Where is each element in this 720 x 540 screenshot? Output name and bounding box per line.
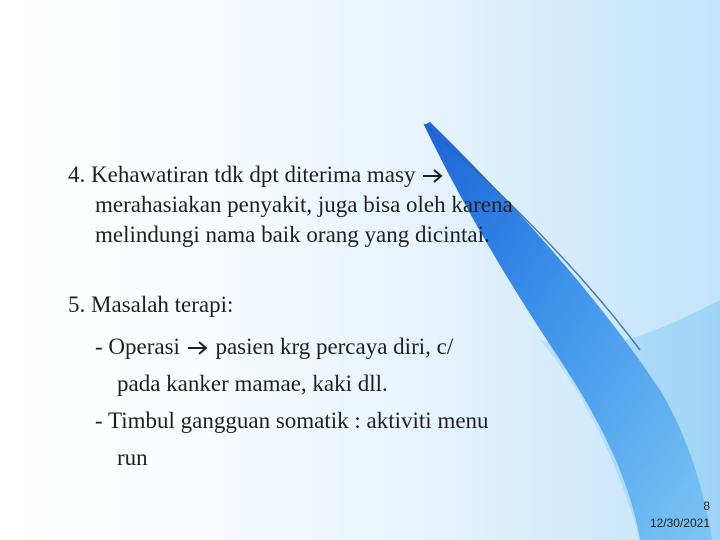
right-arrow-icon xyxy=(186,333,210,360)
item-5-title: Masalah terapi: xyxy=(91,292,234,317)
item-5-sub-2-continuation: run xyxy=(117,445,148,470)
item-4-number: 4. xyxy=(68,162,86,187)
item-5-sub-1-continuation: pada kanker mamae, kaki dll. xyxy=(117,371,388,396)
item-5-line-1 xyxy=(68,291,233,318)
item-5-number: 5. xyxy=(68,292,86,317)
item-5-sub-2: - Timbul gangguan somatik : aktiviti menu xyxy=(95,408,489,433)
item-4-line-1 xyxy=(68,161,445,188)
slide-date: 12/30/2021 xyxy=(649,516,710,530)
item-4-line-3: melindungi nama baik orang yang dicintai. xyxy=(95,222,490,247)
page-number: 8 xyxy=(703,499,710,513)
item-4-line-2: merahasiakan penyakit, juga bisa oleh karena xyxy=(95,192,513,217)
right-arrow-icon xyxy=(421,161,445,188)
item-5-sub-1-start: - Operasi xyxy=(95,334,180,359)
item-5-sub-1-end: pasien krg percaya diri, c/ xyxy=(215,334,454,359)
item-5-sub-1 xyxy=(95,333,453,360)
item-4-text-start: Kehawatiran tdk dpt diterima masy xyxy=(91,162,416,187)
